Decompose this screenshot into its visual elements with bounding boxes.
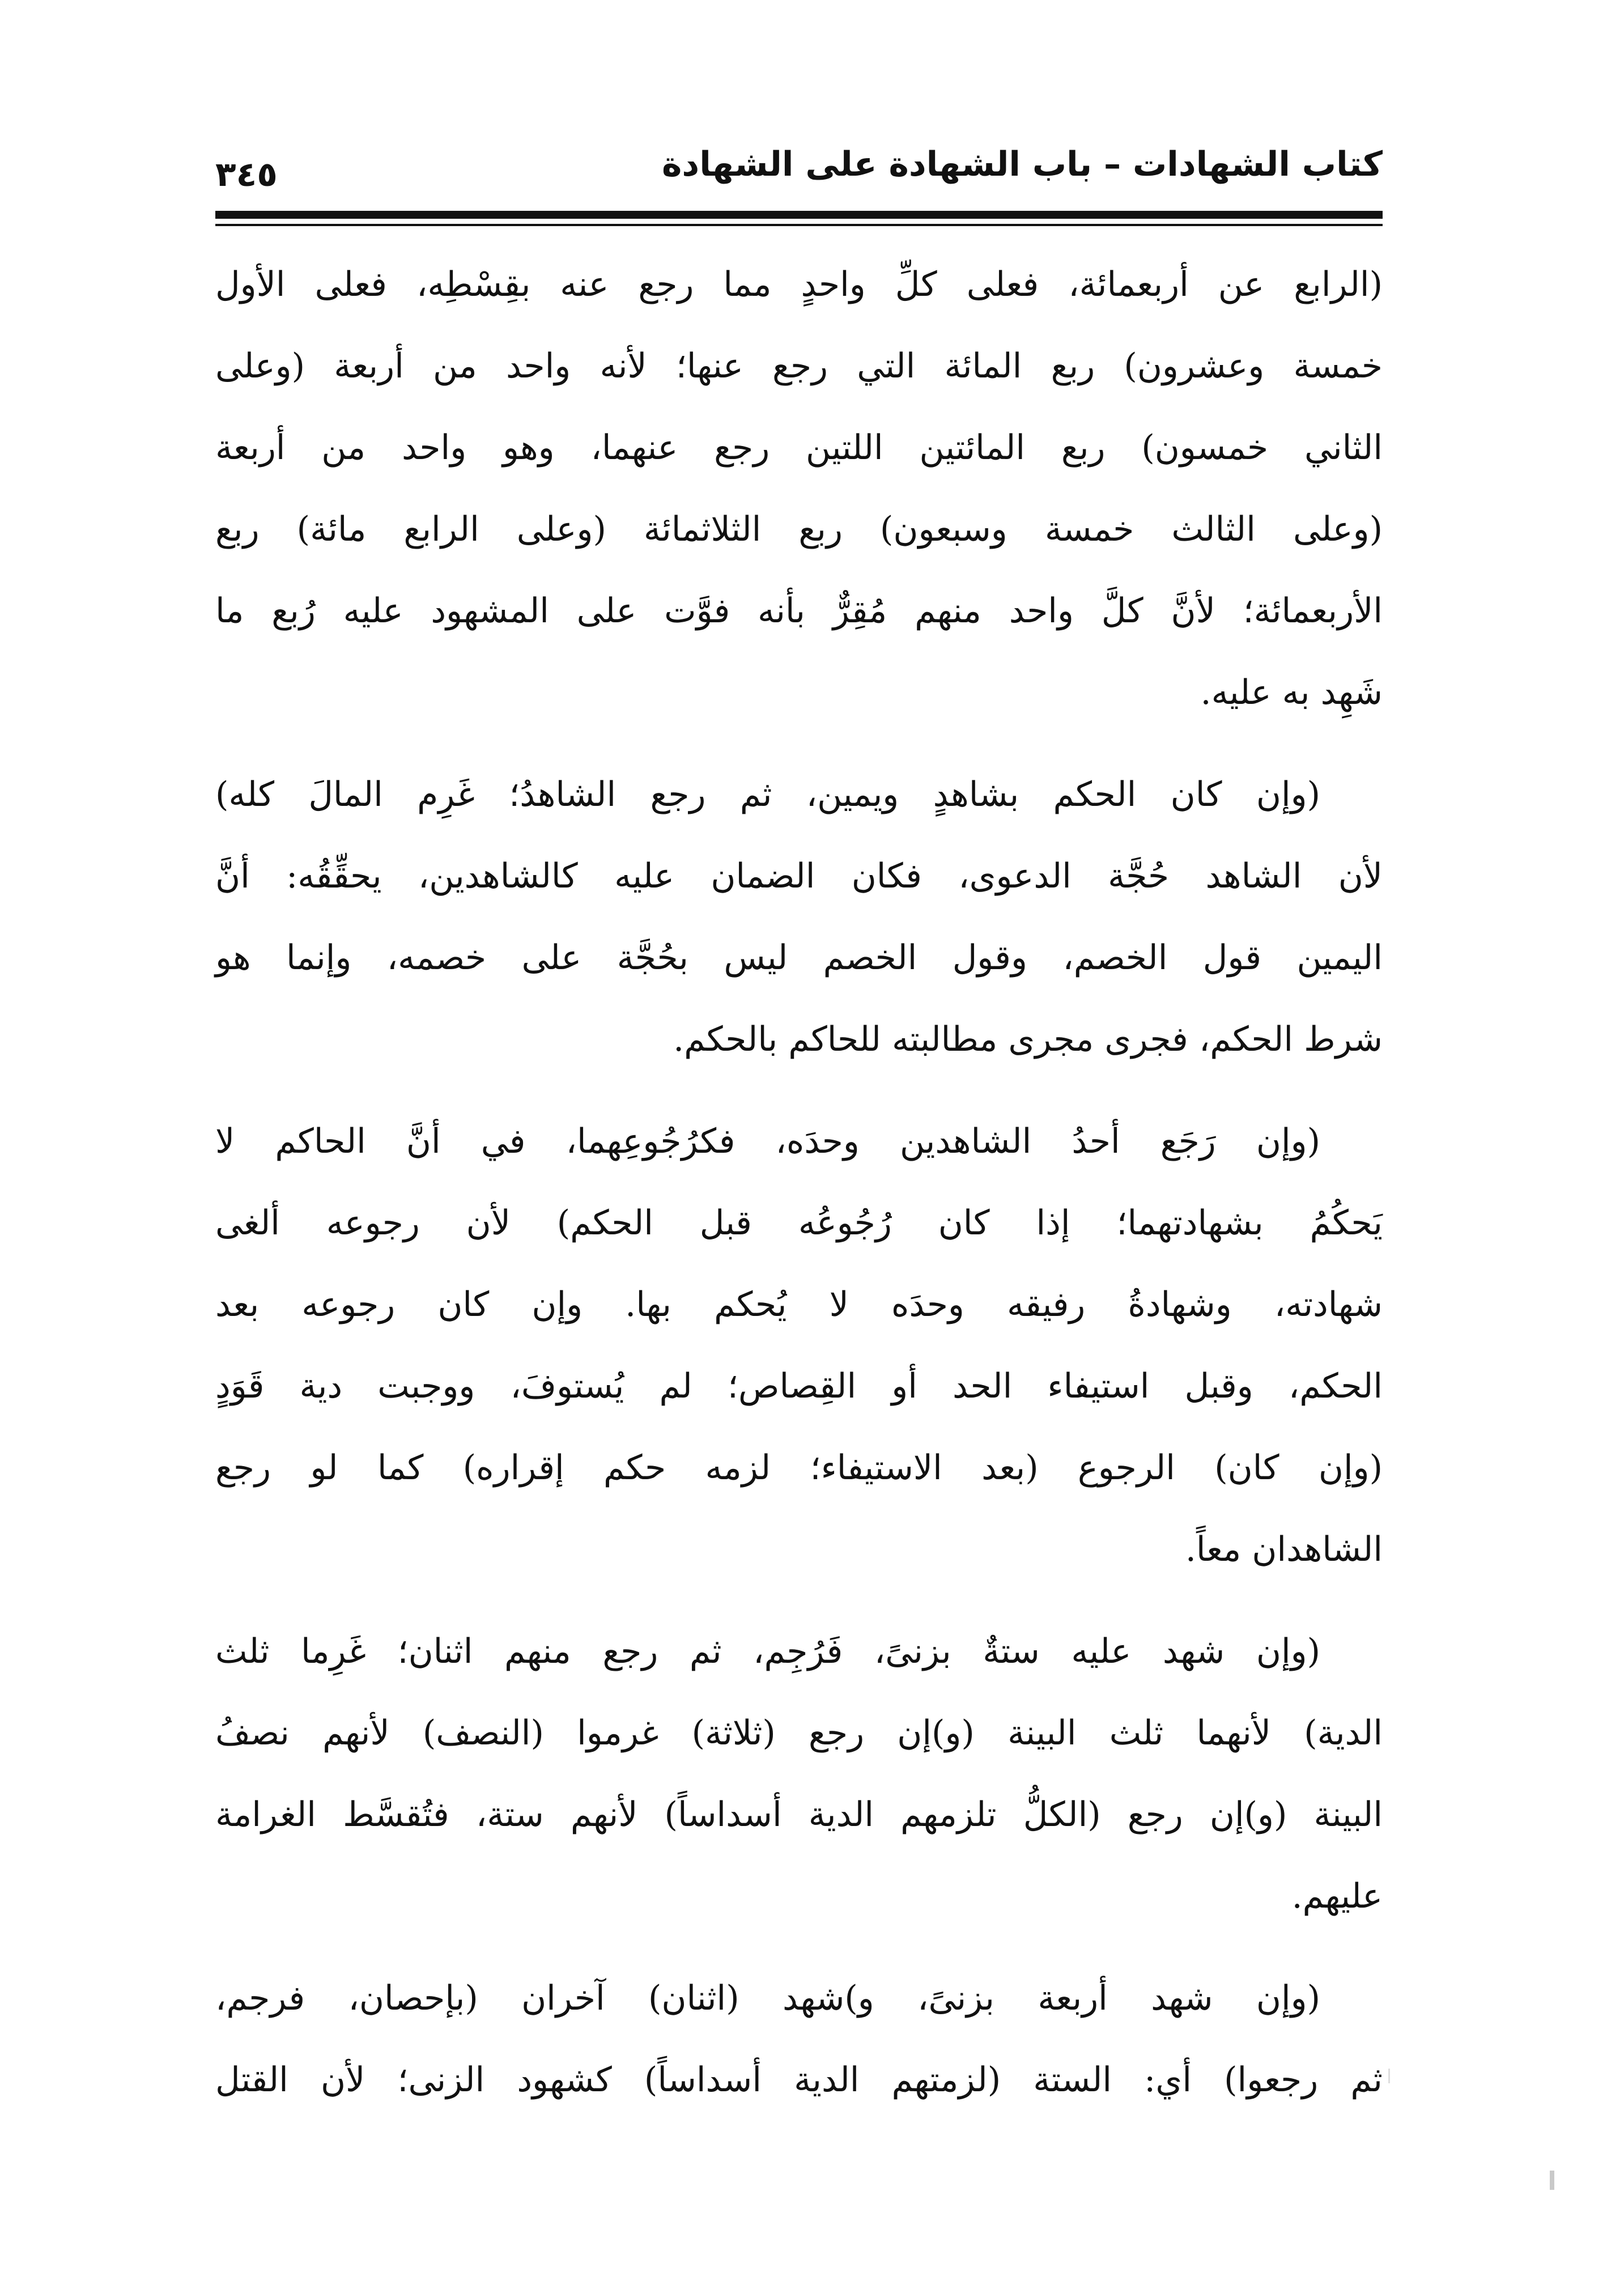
header-rule-thin xyxy=(215,224,1383,226)
text-line: خمسة وعشرون) ربع المائة التي رجع عنها؛ لأنه واحد من أربعة (وعلى xyxy=(215,346,1383,386)
paragraph-4 xyxy=(215,1611,1383,1937)
text-line: (وإن شهد عليه ستةٌ بزنىً، فَرُجِم، ثم رجع منهم اثنان؛ غَرِما ثلث xyxy=(215,1632,1320,1671)
text-line: الأربعمائة؛ لأنَّ كلَّ واحد منهم مُقِرٌّ بأنه فوَّت على المشهود عليه رُبع ما xyxy=(215,591,1383,631)
text-line: الحكم، وقبل استيفاء الحد أو القِصاص؛ لم يُستوفَ، ووجبت دية قَوَدٍ xyxy=(215,1366,1383,1406)
text-line: الشاهدان معاً. xyxy=(1185,1530,1383,1569)
text-line: شرط الحكم، فجرى مجرى مطالبته للحاكم بالحكم. xyxy=(673,1020,1383,1059)
chapter-title: كتاب الشهادات – باب الشهادة على الشهادة xyxy=(661,145,1383,184)
text-line: الثاني خمسون) ربع المائتين اللتين رجع عنهما، وهو واحد من أربعة xyxy=(215,428,1383,468)
text-line: (وإن رَجَع أحدُ الشاهدين وحدَه، فكرُجُوعِهما، في أنَّ الحاكم لا xyxy=(215,1122,1320,1161)
page-number: ٣٤٥ xyxy=(215,155,278,194)
text-line: شهادته، وشهادةُ رفيقه وحدَه لا يُحكم بها. وإن كان رجوعه بعد xyxy=(215,1285,1383,1324)
text-line: (وإن شهد أربعة بزنىً، و)شهد (اثنان) آخران (بإحصان، فرجم، xyxy=(215,1978,1320,2018)
text-line: يَحكُمُ بشهادتهما؛ إذا كان رُجُوعُه قبل الحكم) لأن رجوعه ألغى xyxy=(215,1203,1383,1243)
text-line: (وعلى الثالث خمسة وسبعون) ربع الثلاثمائة (وعلى الرابع مائة) ربع xyxy=(215,509,1383,549)
text-line: الدية) لأنهما ثلث البينة (و)إن رجع (ثلاثة) غرموا (النصف) لأنهم نصفُ xyxy=(215,1713,1383,1753)
running-header xyxy=(215,139,1383,201)
scan-mark xyxy=(1388,2069,1390,2083)
text-line: عليهم. xyxy=(1291,1876,1383,1916)
body-text xyxy=(215,244,1383,2141)
text-line: ثم رجعوا) أي: الستة (لزمتهم الدية أسداساً) كشهود الزنى؛ لأن القتل xyxy=(215,2060,1383,2100)
text-line: لأن الشاهد حُجَّة الدعوى، فكان الضمان عليه كالشاهدين، يحقِّقُه: أنَّ xyxy=(215,856,1383,896)
text-line: البينة (و)إن رجع (الكلُّ تلزمهم الدية أسداساً) لأنهم ستة، فتُقسَّط الغرامة xyxy=(215,1795,1383,1835)
header-rule-thick xyxy=(215,211,1383,219)
text-line: (وإن كان الحكم بشاهدٍ ويمين، ثم رجع الشاهدُ؛ غَرِم المالَ كله) xyxy=(215,775,1320,814)
paragraph-2 xyxy=(215,754,1383,1080)
text-line: (وإن كان) الرجوع (بعد الاستيفاء؛ لزمه حكم إقراره) كما لو رجع xyxy=(215,1448,1383,1488)
paragraph-3 xyxy=(215,1101,1383,1590)
text-line: اليمين قول الخصم، وقول الخصم ليس بحُجَّة على خصمه، وإنما هو xyxy=(215,938,1383,978)
scan-mark xyxy=(1550,2171,1554,2190)
text-line: (الرابع عن أربعمائة، فعلى كلِّ واحدٍ مما رجع عنه بقِسْطِه، فعلى الأول xyxy=(215,265,1383,304)
text-line: شَهِد به عليه. xyxy=(1200,673,1383,712)
paragraph-5 xyxy=(215,1957,1383,2121)
paragraph-1 xyxy=(215,244,1383,733)
